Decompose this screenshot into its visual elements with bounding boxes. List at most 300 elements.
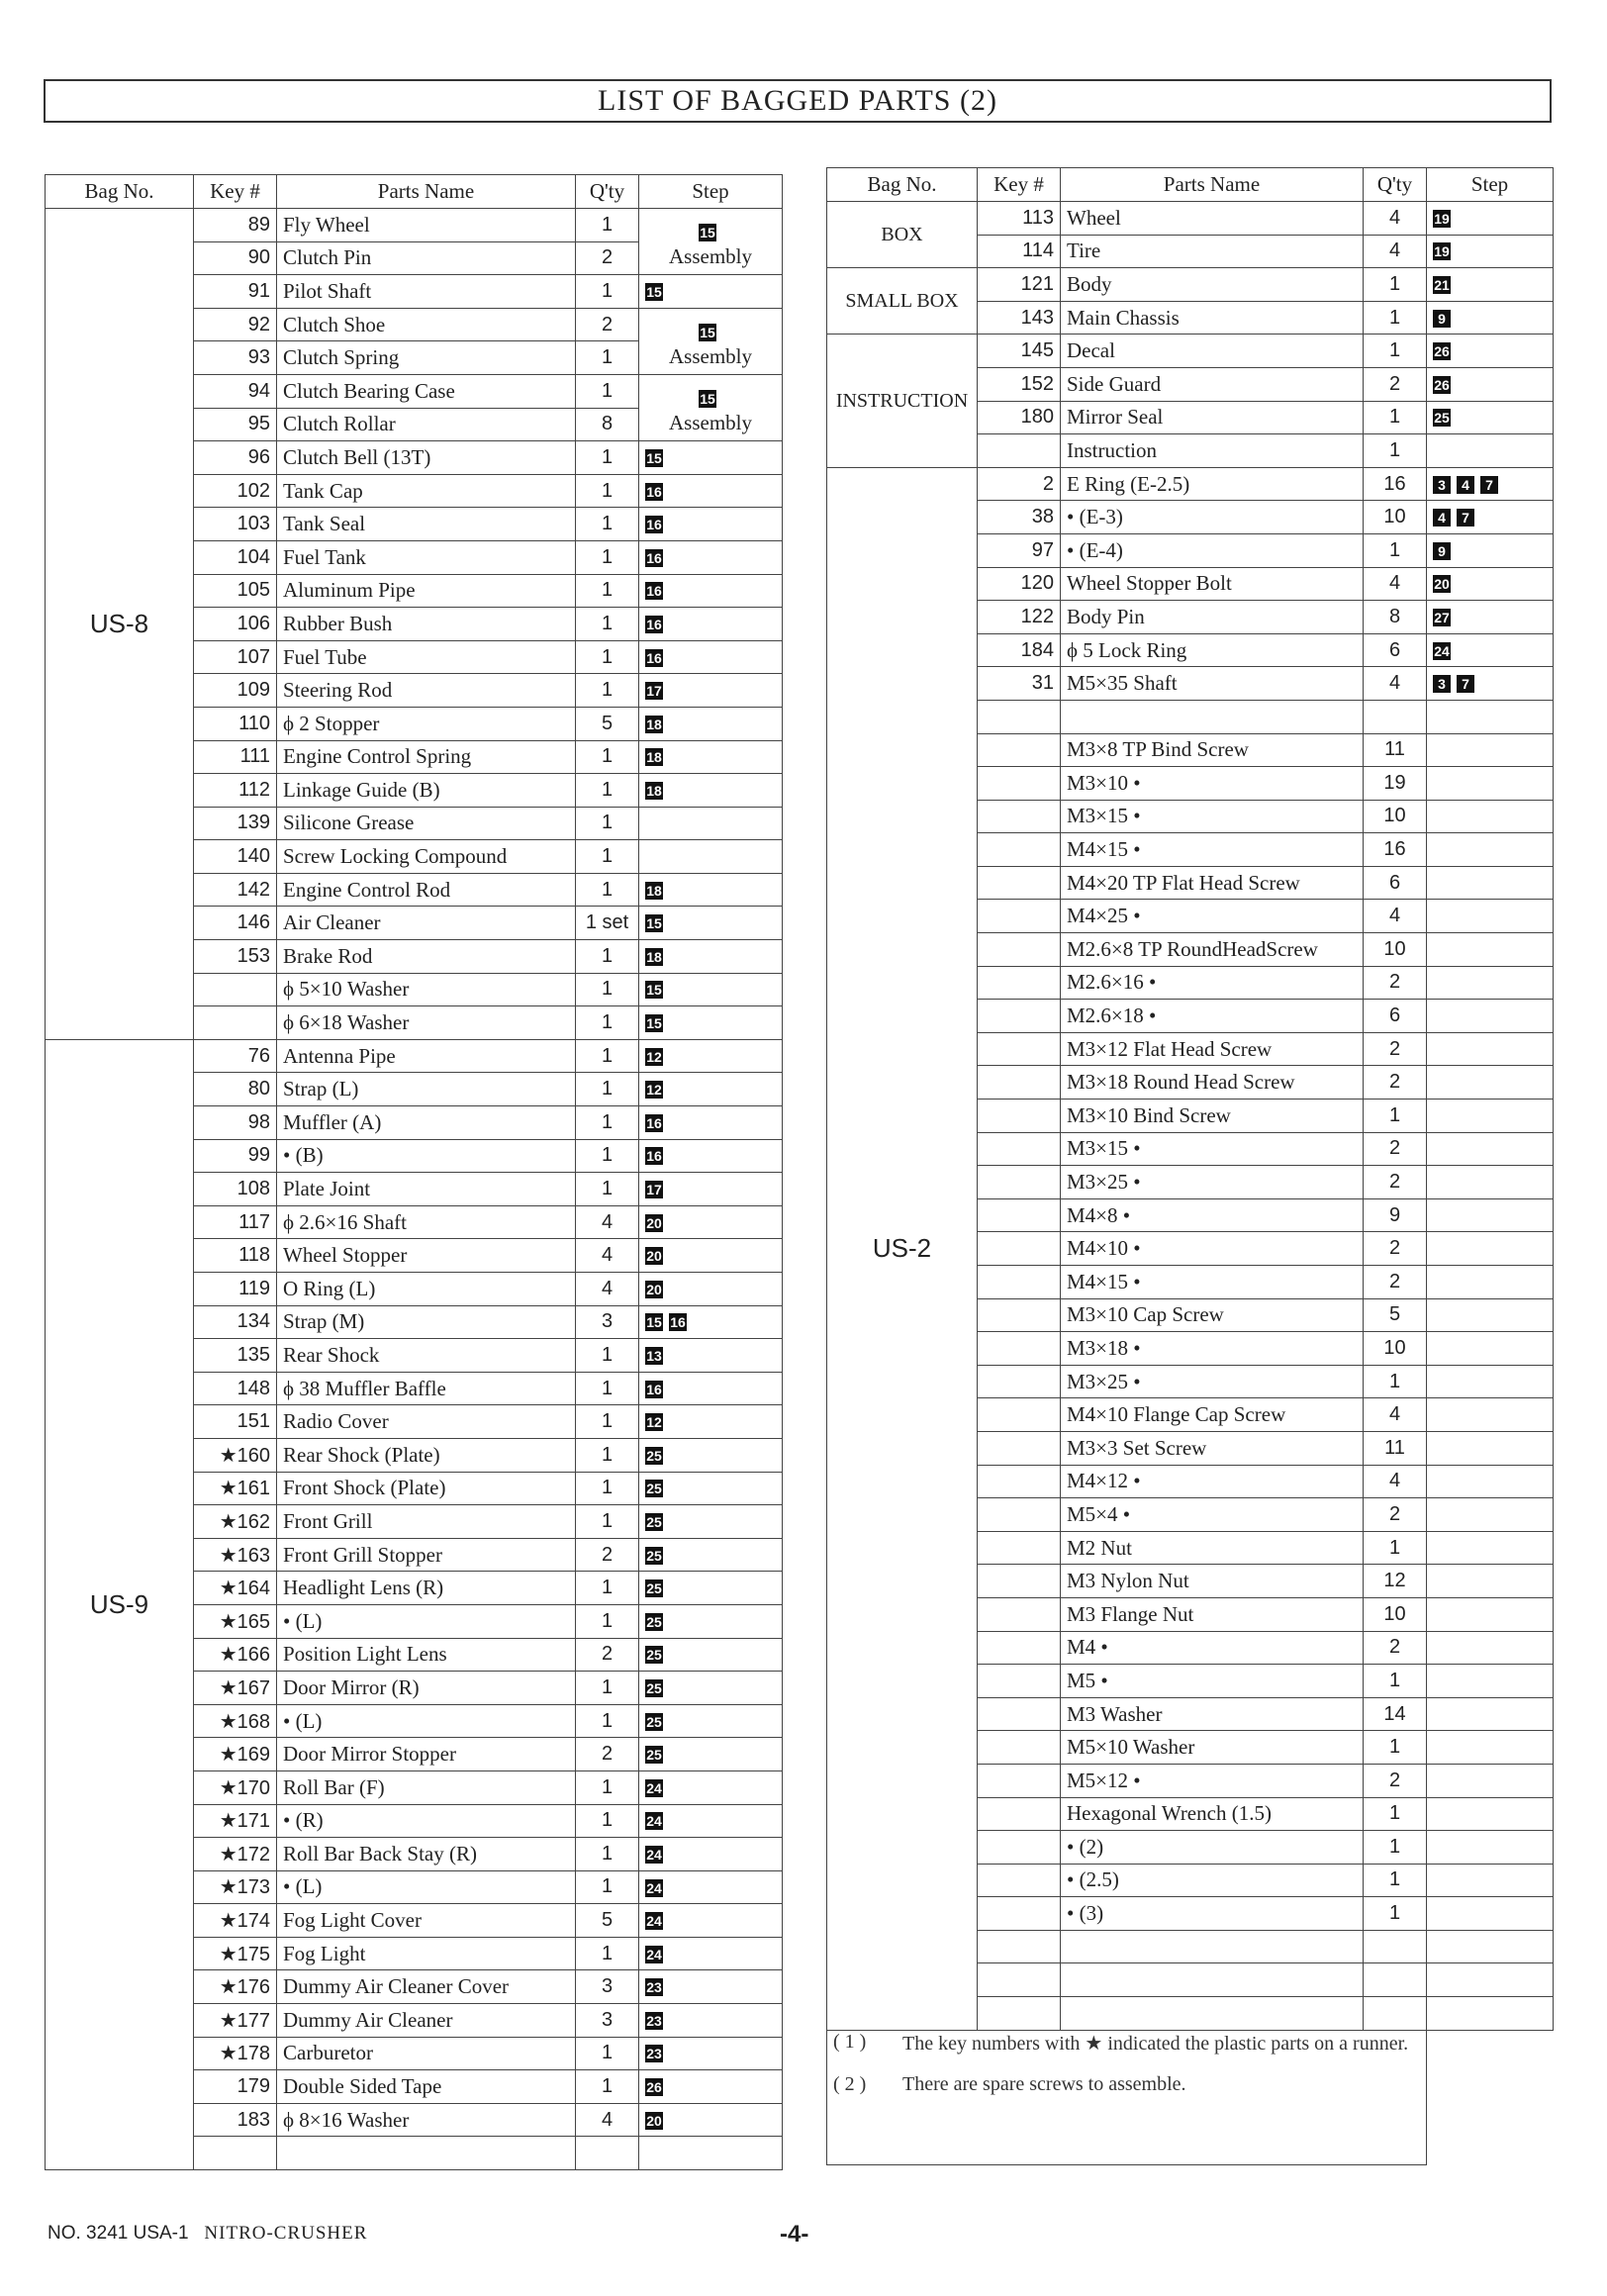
key-number-cell: ★168 [194,1704,277,1738]
step-number-badge: 9 [1433,310,1451,328]
key-number-cell: 143 [978,301,1061,335]
header-parts-name: Parts Name [277,175,576,209]
key-number-cell: 117 [194,1205,277,1239]
step-cell [639,2070,783,2104]
quantity-cell: 5 [576,1904,639,1938]
key-number-cell: 93 [194,341,277,375]
part-name-cell: Fog Light [277,1937,576,1970]
part-name-cell: Rubber Bush [277,608,576,641]
quantity-cell: 2 [1364,1132,1427,1166]
key-number-cell [978,1897,1061,1931]
step-number-badge: 15 [646,982,662,999]
step-cell [639,907,783,940]
key-number-cell: 110 [194,707,277,740]
note-text: The key numbers with ★ indicated the plastic parts on a runner. [902,2032,1409,2055]
key-number-cell: 119 [194,1273,277,1306]
step-cell [1427,501,1554,534]
quantity-cell: 2 [576,1538,639,1572]
quantity-cell: 4 [576,1205,639,1239]
header-parts-name: Parts Name [1061,168,1364,202]
part-name-cell [1061,1963,1364,1997]
quantity-cell: 1 [576,873,639,907]
key-number-cell [978,1597,1061,1631]
quantity-cell: 2 [1364,1764,1427,1797]
quantity-cell [576,2137,639,2170]
quantity-cell: 1 [1364,1100,1427,1133]
part-name-cell: ϕ 8×16 Washer [277,2103,576,2137]
part-name-cell: M3×18 Round Head Screw [1061,1066,1364,1100]
part-name-cell: ϕ 2.6×16 Shaft [277,1205,576,1239]
bag-no-cell: INSTRUCTION [827,335,978,467]
step-cell [639,1173,783,1206]
key-number-cell [194,973,277,1006]
step-number-badge: 20 [646,1281,662,1297]
quantity-cell: 1 [576,1604,639,1638]
part-name-cell: Position Light Lens [277,1638,576,1672]
part-name-cell: Decal [1061,335,1364,368]
step-cell [639,1205,783,1239]
part-name-cell: Screw Locking Compound [277,840,576,874]
part-name-cell: M5×10 Washer [1061,1731,1364,1765]
key-number-cell [978,866,1061,900]
step-number-badge: 20 [646,1214,662,1231]
key-number-cell: 98 [194,1106,277,1140]
part-name-cell: Silicone Grease [277,807,576,840]
key-number-cell: 112 [194,774,277,808]
key-number-cell: 90 [194,241,277,275]
key-number-cell: ★178 [194,2037,277,2070]
part-name-cell: M4 • [1061,1631,1364,1665]
key-number-cell [978,833,1061,867]
quantity-cell: 1 [576,674,639,708]
part-name-cell: • (E-3) [1061,501,1364,534]
key-number-cell: 31 [978,667,1061,701]
part-name-cell: M3×10 Cap Screw [1061,1298,1364,1332]
part-name-cell: Mirror Seal [1061,401,1364,434]
bag-no-cell: SMALL BOX [827,268,978,335]
part-name-cell: Tank Cap [277,474,576,508]
step-cell [639,308,783,374]
key-number-cell [978,1166,1061,1199]
part-name-cell: E Ring (E-2.5) [1061,467,1364,501]
quantity-cell: 10 [1364,800,1427,833]
key-number-cell: 122 [978,601,1061,634]
key-number-cell: 139 [194,807,277,840]
part-name-cell: M2.6×8 TP RoundHeadScrew [1061,933,1364,967]
part-name-cell: ϕ 5×10 Washer [277,973,576,1006]
part-name-cell: Pilot Shaft [277,275,576,309]
part-name-cell: M3×25 • [1061,1166,1364,1199]
key-number-cell [978,1365,1061,1398]
part-name-cell: Air Cleaner [277,907,576,940]
part-name-cell: M2.6×16 • [1061,966,1364,1000]
step-number-badge: 3 [1433,675,1451,693]
step-number-badge: 18 [646,948,662,965]
part-name-cell [277,2137,576,2170]
step-number-badge: 23 [646,1979,662,1996]
key-number-cell: 183 [194,2103,277,2137]
step-number-badge: 25 [646,1747,662,1764]
quantity-cell: 1 [576,1870,639,1904]
key-number-cell: 180 [978,401,1061,434]
part-name-cell: • (B) [277,1139,576,1173]
step-cell [639,840,783,874]
key-number-cell: ★171 [194,1804,277,1838]
step-number-badge: 16 [646,1114,662,1131]
step-number-badge: 27 [1434,609,1450,625]
part-name-cell: Body Pin [1061,601,1364,634]
step-number-badge: 19 [1434,210,1450,227]
note-item [833,2031,1420,2056]
step-cell [639,1305,783,1339]
quantity-cell: 1 [576,275,639,309]
key-number-cell: 109 [194,674,277,708]
step-cell [1427,1166,1554,1199]
quantity-cell: 12 [1364,1565,1427,1598]
part-name-cell: Strap (M) [277,1305,576,1339]
key-number-cell: 134 [194,1305,277,1339]
part-name-cell: M4×10 Flange Cap Screw [1061,1398,1364,1432]
quantity-cell: 1 [576,1770,639,1804]
step-cell [639,474,783,508]
table-row [46,1039,783,1073]
quantity-cell: 1 [576,1838,639,1871]
step-number-badge: 23 [646,2046,662,2062]
key-number-cell: ★174 [194,1904,277,1938]
step-number-badge: 25 [646,1481,662,1497]
quantity-cell: 4 [576,2103,639,2137]
key-number-cell: ★165 [194,1604,277,1638]
part-name-cell: M3×12 Flat Head Screw [1061,1032,1364,1066]
key-number-cell: ★177 [194,2004,277,2038]
part-name-cell: Linkage Guide (B) [277,774,576,808]
step-cell [639,2137,783,2170]
key-number-cell [978,1531,1061,1565]
quantity-cell: 2 [1364,1266,1427,1299]
part-name-cell: Clutch Pin [277,241,576,275]
key-number-cell: 113 [978,202,1061,236]
quantity-cell: 1 [576,608,639,641]
step-number-badge: 25 [646,1713,662,1730]
part-name-cell [1061,1997,1364,2031]
key-number-cell: 153 [194,940,277,974]
step-number-badge: 25 [646,1613,662,1630]
step-cell [639,1672,783,1705]
step-cell [1427,1831,1554,1865]
quantity-cell: 2 [1364,1166,1427,1199]
key-number-cell [978,1565,1061,1598]
note-item [833,2073,1420,2096]
part-name-cell: Aluminum Pipe [277,574,576,608]
quantity-cell: 4 [1364,900,1427,933]
quantity-cell: 1 [576,1804,639,1838]
key-number-cell [978,1731,1061,1765]
step-cell [639,1438,783,1472]
step-cell [639,1273,783,1306]
quantity-cell: 1 [576,1472,639,1505]
key-number-cell [978,733,1061,767]
quantity-cell: 2 [1364,1032,1427,1066]
quantity-cell: 14 [1364,1697,1427,1731]
step-number-badge: 15 [646,1015,662,1032]
step-assembly-label: Assembly [669,411,752,435]
key-number-cell: 151 [194,1405,277,1439]
step-number-badge: 24 [646,1779,662,1796]
key-number-cell: 104 [194,540,277,574]
step-number-badge: 7 [1457,509,1474,526]
part-name-cell: M3×25 • [1061,1365,1364,1398]
part-name-cell: Plate Joint [277,1173,576,1206]
key-number-cell: 102 [194,474,277,508]
part-name-cell: M5 • [1061,1665,1364,1698]
header-step: Step [1427,168,1554,202]
table-row [827,268,1554,302]
key-number-cell: 120 [978,567,1061,601]
left-parts-table [45,174,783,2170]
quantity-cell: 1 [576,1339,639,1373]
part-name-cell: Main Chassis [1061,301,1364,335]
step-cell [1427,1531,1554,1565]
key-number-cell: 142 [194,873,277,907]
bag-no-cell: US-8 [46,209,194,1040]
key-number-cell [978,1665,1061,1698]
quantity-cell: 1 [576,640,639,674]
step-cell [1427,335,1554,368]
key-number-cell [978,1764,1061,1797]
part-name-cell: Rear Shock (Plate) [277,1438,576,1472]
quantity-cell [1364,1930,1427,1963]
step-cell [1427,1266,1554,1299]
key-number-cell [978,1000,1061,1033]
key-number-cell: 2 [978,467,1061,501]
key-number-cell: 92 [194,308,277,341]
quantity-cell: 1 [576,840,639,874]
step-number-badge: 16 [646,517,662,533]
key-number-cell [978,1232,1061,1266]
quantity-cell: 4 [576,1239,639,1273]
quantity-cell: 2 [576,241,639,275]
part-name-cell: • (E-4) [1061,533,1364,567]
quantity-cell: 1 [576,341,639,375]
step-cell [639,508,783,541]
quantity-cell: 1 [576,1405,639,1439]
key-number-cell: 145 [978,335,1061,368]
quantity-cell [1364,700,1427,733]
step-cell [639,1538,783,1572]
part-name-cell: Roll Bar (F) [277,1770,576,1804]
quantity-cell: 1 [1364,1531,1427,1565]
key-number-cell: 96 [194,441,277,475]
step-cell [1427,633,1554,667]
key-number-cell [978,1332,1061,1366]
note-number: ( 1 ) [833,2030,867,2053]
step-cell [1427,1398,1554,1432]
part-name-cell: Tank Seal [277,508,576,541]
step-number-badge: 16 [670,1314,686,1331]
part-name-cell: Engine Control Spring [277,740,576,774]
part-name-cell: Fuel Tube [277,640,576,674]
quantity-cell: 1 [576,1039,639,1073]
quantity-cell: 4 [1364,667,1427,701]
quantity-cell: 2 [1364,1631,1427,1665]
step-cell [1427,1465,1554,1498]
page-title [44,79,1552,123]
key-number-cell: 89 [194,209,277,242]
key-number-cell: 107 [194,640,277,674]
part-name-cell: Body [1061,268,1364,302]
step-cell [639,1838,783,1871]
part-name-cell: Door Mirror (R) [277,1672,576,1705]
step-cell [1427,1000,1554,1033]
step-cell [639,2004,783,2038]
step-cell [639,1039,783,1073]
quantity-cell: 1 [576,1672,639,1705]
part-name-cell: Double Sided Tape [277,2070,576,2104]
step-cell [639,275,783,309]
step-cell [1427,1298,1554,1332]
step-number-badge: 18 [646,716,662,732]
step-number-badge: 20 [1434,576,1450,593]
step-number-badge: 4 [1433,509,1451,526]
right-header-row [827,168,1554,202]
bag-no-cell: BOX [827,202,978,268]
key-number-cell [978,1831,1061,1865]
quantity-cell: 16 [1364,833,1427,867]
key-number-cell: 76 [194,1039,277,1073]
key-number-cell: ★162 [194,1505,277,1539]
step-cell [1427,833,1554,867]
step-cell [639,1870,783,1904]
step-cell [1427,1764,1554,1797]
part-name-cell: O Ring (L) [277,1273,576,1306]
part-name-cell: M5×4 • [1061,1498,1364,1532]
step-number-badge: 18 [646,882,662,899]
quantity-cell: 1 [576,1704,639,1738]
part-name-cell: M4×15 • [1061,1266,1364,1299]
step-cell [1427,1864,1554,1897]
quantity-cell: 1 [576,1572,639,1605]
key-number-cell [978,434,1061,468]
quantity-cell: 2 [1364,367,1427,401]
quantity-cell: 4 [1364,202,1427,236]
step-cell [639,707,783,740]
key-number-cell [978,1498,1061,1532]
key-number-cell [978,1431,1061,1465]
quantity-cell: 16 [1364,467,1427,501]
step-number-badge: 17 [646,1182,662,1198]
quantity-cell: 1 [1364,1897,1427,1931]
part-name-cell: • (2.5) [1061,1864,1364,1897]
part-name-cell: Antenna Pipe [277,1039,576,1073]
step-number-badge: 24 [1434,642,1450,659]
part-name-cell: M3×18 • [1061,1332,1364,1366]
part-name-cell: M3 Nylon Nut [1061,1565,1364,1598]
part-name-cell: M4×25 • [1061,900,1364,933]
step-number-badge: 19 [1434,243,1450,260]
step-cell [639,1804,783,1838]
table-row [827,202,1554,236]
part-name-cell: M4×10 • [1061,1232,1364,1266]
step-cell [1427,1132,1554,1166]
quantity-cell: 1 set [576,907,639,940]
part-name-cell: ϕ 5 Lock Ring [1061,633,1364,667]
step-number-badge: 3 [1433,476,1451,494]
step-number-badge: 25 [646,1580,662,1597]
key-number-cell: ★175 [194,1937,277,1970]
quantity-cell: 2 [576,1738,639,1771]
step-cell [1427,866,1554,900]
header-key: Key # [978,168,1061,202]
quantity-cell: 1 [1364,533,1427,567]
step-cell [1427,1631,1554,1665]
part-name-cell: Rear Shock [277,1339,576,1373]
quantity-cell: 1 [576,540,639,574]
step-cell [639,1239,783,1273]
key-number-cell: 91 [194,275,277,309]
notes-cell [827,2030,1427,2164]
part-name-cell: M3×15 • [1061,1132,1364,1166]
part-name-cell: Clutch Bearing Case [277,374,576,408]
part-name-cell: • (2) [1061,1831,1364,1865]
key-number-cell [194,1006,277,1040]
quantity-cell: 1 [576,1073,639,1106]
step-cell [639,873,783,907]
part-name-cell: • (L) [277,1604,576,1638]
step-number-badge: 17 [646,683,662,700]
part-name-cell: M4×20 TP Flat Head Screw [1061,866,1364,900]
step-number-badge: 16 [646,616,662,632]
part-name-cell: M5×35 Shaft [1061,667,1364,701]
key-number-cell: 152 [978,367,1061,401]
right-parts-table [826,167,1554,2165]
quantity-cell: 1 [576,474,639,508]
part-name-cell: M3×15 • [1061,800,1364,833]
step-number-badge: 16 [646,1148,662,1165]
quantity-cell: 1 [576,2037,639,2070]
part-name-cell: Clutch Spring [277,341,576,375]
step-number-badge: 16 [646,483,662,500]
step-cell [639,1704,783,1738]
step-cell [639,1106,783,1140]
key-number-cell [194,2137,277,2170]
step-number-badge: 15 [700,325,715,341]
quantity-cell: 19 [1364,767,1427,801]
step-cell [639,1770,783,1804]
step-number-badge: 12 [646,1082,662,1099]
step-cell [639,2103,783,2137]
part-name-cell: Front Grill [277,1505,576,1539]
step-number-badge: 7 [1480,476,1498,494]
part-name-cell: Dummy Air Cleaner [277,2004,576,2038]
key-number-cell: 146 [194,907,277,940]
key-number-cell: ★161 [194,1472,277,1505]
part-name-cell: Radio Cover [277,1405,576,1439]
part-name-cell: Clutch Rollar [277,408,576,441]
part-name-cell: M2.6×18 • [1061,1000,1364,1033]
step-number-badge: 12 [646,1048,662,1065]
step-number-badge: 18 [646,782,662,799]
quantity-cell: 1 [1364,1831,1427,1865]
part-name-cell: M4×8 • [1061,1198,1364,1232]
key-number-cell [978,1132,1061,1166]
quantity-cell: 4 [1364,235,1427,268]
step-cell [639,1638,783,1672]
quantity-cell: 1 [576,1139,639,1173]
step-number-badge: 26 [646,2079,662,2096]
quantity-cell: 11 [1364,1431,1427,1465]
step-number-badge: 9 [1433,542,1451,560]
part-name-cell: M3×3 Set Screw [1061,1431,1364,1465]
